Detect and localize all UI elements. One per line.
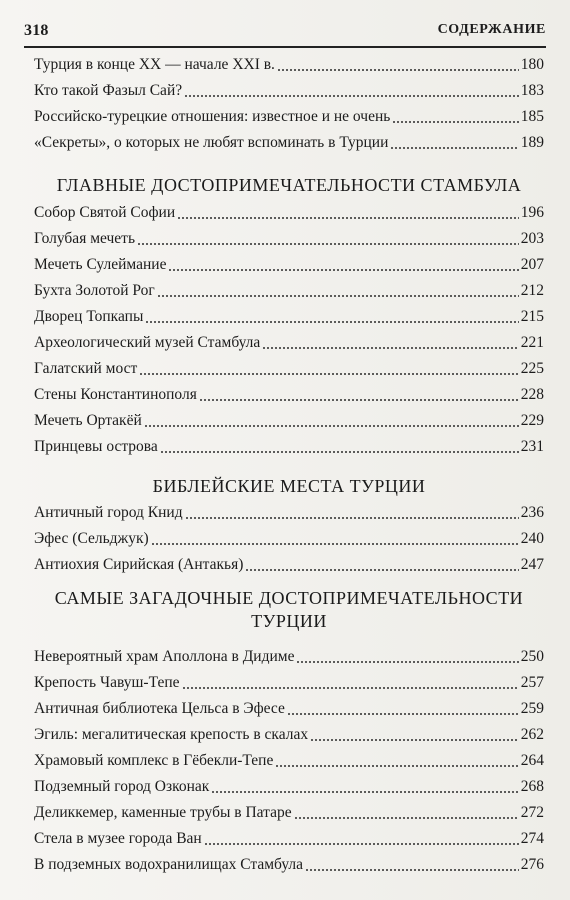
toc-entry [34, 502, 544, 524]
toc-entry-title: Стела в музее города Ван [34, 830, 202, 847]
toc-entry-title: Крепость Чавуш-Тепе [34, 674, 180, 691]
dot-leader [160, 451, 519, 453]
toc-entry-title: «Секреты», о которых не любят вспоминать в Турции [34, 134, 389, 151]
section-heading: ГЛАВНЫЕ ДОСТОПРИМЕЧАТЕЛЬНОСТИ СТАМБУЛА [56, 175, 522, 195]
toc-entry [34, 358, 544, 380]
dot-leader [390, 147, 518, 149]
dot-leader [144, 425, 519, 427]
dot-leader [211, 791, 518, 793]
dot-leader [184, 95, 519, 97]
toc-entry-page: 183 [520, 82, 544, 99]
toc-entry-page: 221 [520, 334, 544, 351]
dot-leader [185, 517, 519, 519]
dot-leader [245, 569, 518, 571]
toc-entry [34, 332, 544, 354]
toc-entry-page: 196 [520, 204, 544, 221]
toc-entry-title: Эфес (Сельджук) [34, 530, 149, 547]
toc-entry-page: 272 [520, 804, 544, 821]
toc-entry [34, 554, 544, 576]
toc-entry-title: Мечеть Ортакёй [34, 412, 142, 429]
toc-entry [34, 280, 544, 302]
toc-entry [34, 228, 544, 250]
toc-entry-page: 268 [520, 778, 544, 795]
dot-leader [139, 373, 519, 375]
toc-entry [34, 698, 544, 720]
dot-leader [151, 543, 519, 545]
toc-entry-page: 212 [520, 282, 544, 299]
toc-entry-page: 215 [520, 308, 544, 325]
toc-entry [34, 672, 544, 694]
toc-entry [34, 854, 544, 876]
toc-entry-title: Невероятный храм Аполлона в Дидиме [34, 648, 295, 665]
toc-entry [34, 132, 544, 154]
dot-leader [262, 347, 518, 349]
dot-leader [305, 869, 519, 871]
toc-entry [34, 646, 544, 668]
toc-entry-page: 225 [520, 360, 544, 377]
section-heading: БИБЛЕЙСКИЕ МЕСТА ТУРЦИИ [152, 476, 426, 496]
running-title: СОДЕРЖАНИЕ [437, 22, 546, 37]
dot-leader [157, 295, 519, 297]
toc-entry-title: Храмовый комплекс в Гёбекли-Тепе [34, 752, 274, 769]
dot-leader [168, 269, 518, 271]
toc-entry [34, 528, 544, 550]
dot-leader [204, 843, 519, 845]
dot-leader [137, 243, 519, 245]
toc-entry-page: 257 [520, 674, 544, 691]
toc-entry-title: Деликкемер, каменные трубы в Патаре [34, 804, 292, 821]
toc-entry-title: Принцевы острова [34, 438, 158, 455]
dot-leader [310, 739, 519, 741]
page-number: 318 [24, 22, 49, 39]
toc-entry-page: 259 [520, 700, 544, 717]
toc-entry-page: 247 [520, 556, 544, 573]
toc-entry [34, 436, 544, 458]
toc-entry-title: Стены Константинополя [34, 386, 197, 403]
toc-entry-page: 185 [520, 108, 544, 125]
dot-leader [199, 399, 519, 401]
page-header [24, 18, 546, 48]
toc-entry [34, 106, 544, 128]
dot-leader [287, 713, 519, 715]
dot-leader [145, 321, 518, 323]
toc-entry [34, 80, 544, 102]
toc-entry [34, 410, 544, 432]
toc-entry-page: 262 [520, 726, 544, 743]
section-heading-line-1: САМЫЕ ЗАГАДОЧНЫЕ ДОСТОПРИМЕЧАТЕЛЬНОСТИ [54, 588, 524, 608]
toc-entry-title: Российско-турецкие отношения: известное и не очень [34, 108, 391, 125]
dot-leader [275, 765, 518, 767]
toc-entry-title: Галатский мост [34, 360, 138, 377]
toc-entry-title: Эгиль: мегалитическая крепость в скалах [34, 726, 309, 743]
toc-entry-page: 276 [520, 856, 544, 873]
dot-leader [182, 687, 519, 689]
toc-entry-title: Археологический музей Стамбула [34, 334, 261, 351]
dot-leader [294, 817, 519, 819]
toc-entry [34, 306, 544, 328]
toc-entry-title: Мечеть Сулеймание [34, 256, 167, 273]
toc-entry-title: Бухта Золотой Рог [34, 282, 155, 299]
toc-entry-page: 264 [520, 752, 544, 769]
toc-entry-page: 240 [520, 530, 544, 547]
toc-entry-page: 203 [520, 230, 544, 247]
toc-entry-title: Античный город Книд [34, 504, 183, 521]
toc-entry-title: В подземных водохранилищах Стамбула [34, 856, 304, 873]
toc-entry [34, 202, 544, 224]
toc-entry [34, 254, 544, 276]
toc-entry-title: Собор Святой Софии [34, 204, 176, 221]
toc-entry-page: 228 [520, 386, 544, 403]
dot-leader [277, 69, 519, 71]
toc-entry-title: Дворец Топкапы [34, 308, 144, 325]
dot-leader [296, 661, 518, 663]
toc-entry-title: Турция в конце XX — начале XXI в. [34, 56, 275, 73]
toc-entry-page: 250 [520, 648, 544, 665]
toc-entry-page: 231 [520, 438, 544, 455]
toc-entry [34, 724, 544, 746]
toc-entry [34, 776, 544, 798]
toc-entry [34, 384, 544, 406]
toc-entry-title: Античная библиотека Цельса в Эфесе [34, 700, 285, 717]
toc-entry-page: 180 [520, 56, 544, 73]
toc-entry [34, 828, 544, 850]
toc-entry [34, 802, 544, 824]
toc-entry-page: 229 [520, 412, 544, 429]
toc-entry-title: Голубая мечеть [34, 230, 136, 247]
toc-entry-title: Антиохия Сирийская (Антакья) [34, 556, 244, 573]
toc-entry-page: 274 [520, 830, 544, 847]
dot-leader [177, 217, 519, 219]
toc-entry-title: Подземный город Озконак [34, 778, 210, 795]
toc-entry-page: 189 [520, 134, 544, 151]
section-heading-line-2: ТУРЦИИ [251, 611, 327, 631]
dot-leader [392, 121, 518, 123]
toc-entry [34, 54, 544, 76]
toc-entry-title: Кто такой Фазыл Сай? [34, 82, 183, 99]
toc-entry-page: 236 [520, 504, 544, 521]
toc-entry [34, 750, 544, 772]
toc-entry-page: 207 [520, 256, 544, 273]
